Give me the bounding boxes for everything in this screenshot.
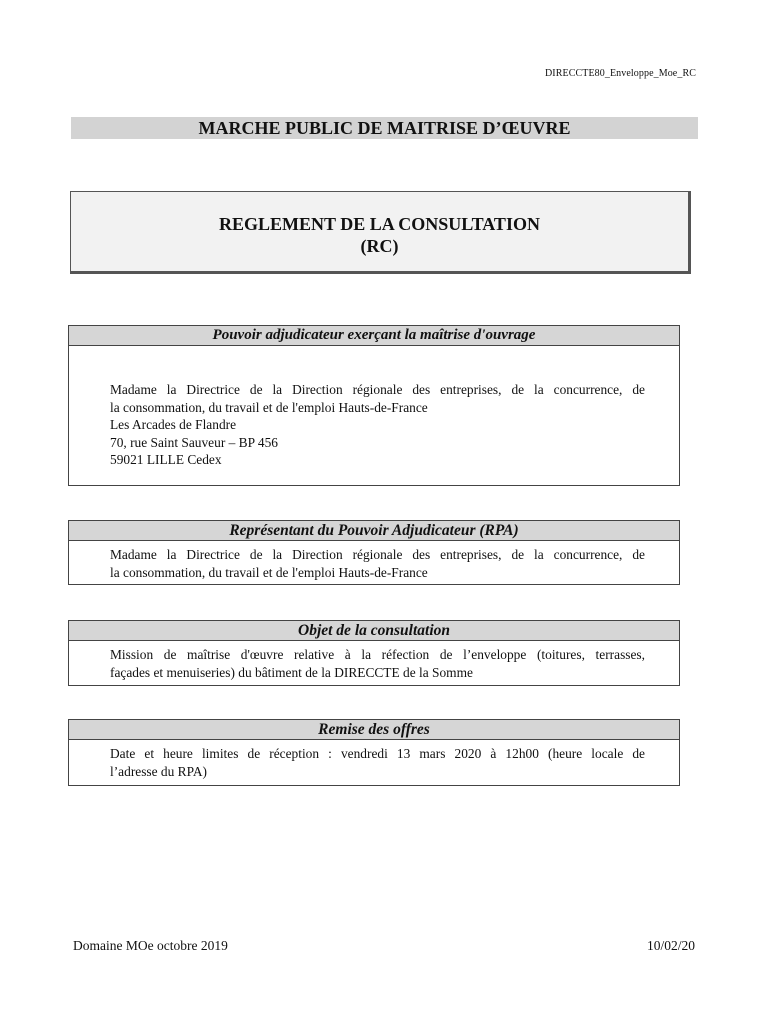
page-title-banner: MARCHE PUBLIC DE MAITRISE D’ŒUVRE (71, 117, 698, 139)
section-body (69, 346, 679, 469)
section-heading: Pouvoir adjudicateur exerçant la maîtrise d'ouvrage (69, 326, 679, 346)
footer-date: 10/02/20 (646, 938, 695, 953)
section-line: Madame la Directrice de la Direction régionale des entreprises, de la concurrence, de (110, 547, 645, 562)
section-body (69, 641, 679, 681)
section-object (68, 620, 680, 686)
section-line: la consommation, du travail et de l'emploi Hauts-de-France (110, 399, 428, 415)
section-body (69, 740, 679, 780)
section-heading: Remise des offres (69, 720, 679, 740)
section-line: 70, rue Saint Sauveur – BP 456 (110, 434, 278, 450)
document-reference: DIRECCTE80_Enveloppe_Moe_RC (544, 68, 696, 79)
section-line: façades et menuiseries) du bâtiment de la DIRECCTE de la Somme (110, 664, 473, 680)
section-line: Madame la Directrice de la Direction régionale des entreprises, de la concurrence, de (110, 382, 645, 397)
section-contracting-authority (68, 325, 680, 486)
section-body (69, 541, 679, 581)
section-heading: Objet de la consultation (69, 621, 679, 641)
section-line: l’adresse du RPA) (110, 763, 207, 779)
section-line: la consommation, du travail et de l'emploi Hauts-de-France (110, 564, 428, 580)
section-rpa (68, 520, 680, 585)
rc-title-box (70, 191, 691, 274)
section-offers (68, 719, 680, 786)
section-line: 59021 LILLE Cedex (110, 452, 222, 467)
section-line: Date et heure limites de réception : vendredi 13 mars 2020 à 12h00 (heure locale de (110, 746, 645, 761)
section-line: Mission de maîtrise d'œuvre relative à la réfection de l’enveloppe (toitures, terrasses, (110, 647, 645, 662)
section-heading: Représentant du Pouvoir Adjudicateur (RPA) (69, 521, 679, 541)
footer-domain: Domaine MOe octobre 2019 (73, 938, 228, 953)
section-line: Les Arcades de Flandre (110, 417, 237, 432)
rc-title-line1: REGLEMENT DE LA CONSULTATION (219, 214, 540, 234)
rc-title-line2: (RC) (360, 236, 399, 256)
